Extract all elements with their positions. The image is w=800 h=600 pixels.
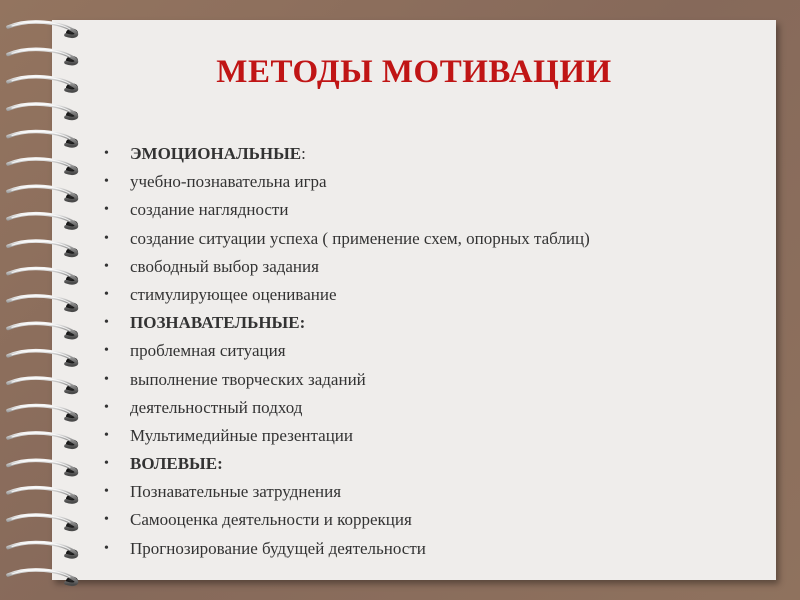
list-item-text: Мультимедийные презентации <box>130 425 353 445</box>
bullet-icon: • <box>104 174 109 190</box>
list-item-text: деятельностный подход <box>130 397 303 417</box>
spiral-ring <box>8 269 78 285</box>
list-item <box>104 535 764 563</box>
list-item-suffix: : <box>301 144 306 163</box>
list-item <box>104 281 764 309</box>
list-item-text: создание ситуации успеха ( применение схем, опорных таблиц) <box>130 228 590 248</box>
spiral-ring <box>8 22 78 38</box>
bullet-icon: • <box>104 286 109 302</box>
list-item-text: Познавательные затруднения <box>130 482 342 502</box>
spiral-ring <box>8 214 78 230</box>
list-item <box>104 168 764 196</box>
list-item-text: учебно-познавательна игра <box>130 172 327 192</box>
list-item <box>104 422 764 450</box>
spiral-ring <box>8 515 78 531</box>
list-item-text: выполнение творческих заданий <box>130 369 366 389</box>
bullet-icon: • <box>104 512 109 528</box>
list-item <box>104 506 764 534</box>
spiral-ring <box>8 186 78 202</box>
list-item-text: свободный выбор задания <box>130 256 319 276</box>
list-item <box>104 450 764 478</box>
bullet-icon: • <box>104 146 109 161</box>
spiral-ring <box>8 132 78 148</box>
bullet-icon: • <box>104 484 109 500</box>
spiral-ring <box>8 104 78 120</box>
list-item-text: создание наглядности <box>130 200 289 220</box>
spiral-ring <box>8 296 78 312</box>
spiral-ring <box>8 378 78 394</box>
spiral-ring <box>8 488 78 504</box>
list-item <box>104 337 764 365</box>
bullet-icon: • <box>104 427 109 443</box>
list-item-text: проблемная ситуация <box>130 341 286 361</box>
spiral-ring <box>8 351 78 367</box>
list-item <box>104 196 764 224</box>
bullet-icon: • <box>104 258 109 274</box>
list-item <box>104 253 764 281</box>
list-item-text: стимулирующее оценивание <box>130 284 337 304</box>
spiral-ring <box>8 543 78 559</box>
bullet-icon: • <box>104 230 109 246</box>
spiral-ring <box>8 460 78 476</box>
spiral-ring <box>8 159 78 175</box>
bullet-icon: • <box>104 343 109 359</box>
bullet-icon: • <box>104 399 109 415</box>
list-item-text: ВОЛЕВЫЕ: <box>130 454 223 474</box>
spiral-ring <box>8 433 78 449</box>
bullet-icon: • <box>104 540 109 556</box>
list-item <box>104 225 764 253</box>
spiral-ring <box>8 406 78 422</box>
list-item <box>104 478 764 506</box>
list-item-text: ПОЗНАВАТЕЛЬНЫЕ: <box>130 313 306 333</box>
list-item <box>104 309 764 337</box>
bullet-icon: • <box>104 371 109 387</box>
bullet-icon: • <box>104 202 109 218</box>
bullet-icon: • <box>104 456 109 472</box>
list-item-text: Прогнозирование будущей деятельности <box>130 538 426 558</box>
slide-title: МЕТОДЫ МОТИВАЦИИ <box>216 54 612 90</box>
list-item <box>104 394 764 422</box>
list-item <box>104 366 764 394</box>
spiral-ring <box>8 323 78 339</box>
list-item-text: ЭМОЦИОНАЛЬНЫЕ <box>130 144 302 163</box>
spiral-binding-icon <box>0 18 90 588</box>
spiral-ring <box>8 241 78 257</box>
bullet-icon: • <box>104 315 109 331</box>
spiral-ring <box>8 570 78 586</box>
list-item <box>104 140 764 168</box>
list-item-text: Самооценка деятельности и коррекция <box>130 510 412 530</box>
methods-list <box>104 140 764 563</box>
